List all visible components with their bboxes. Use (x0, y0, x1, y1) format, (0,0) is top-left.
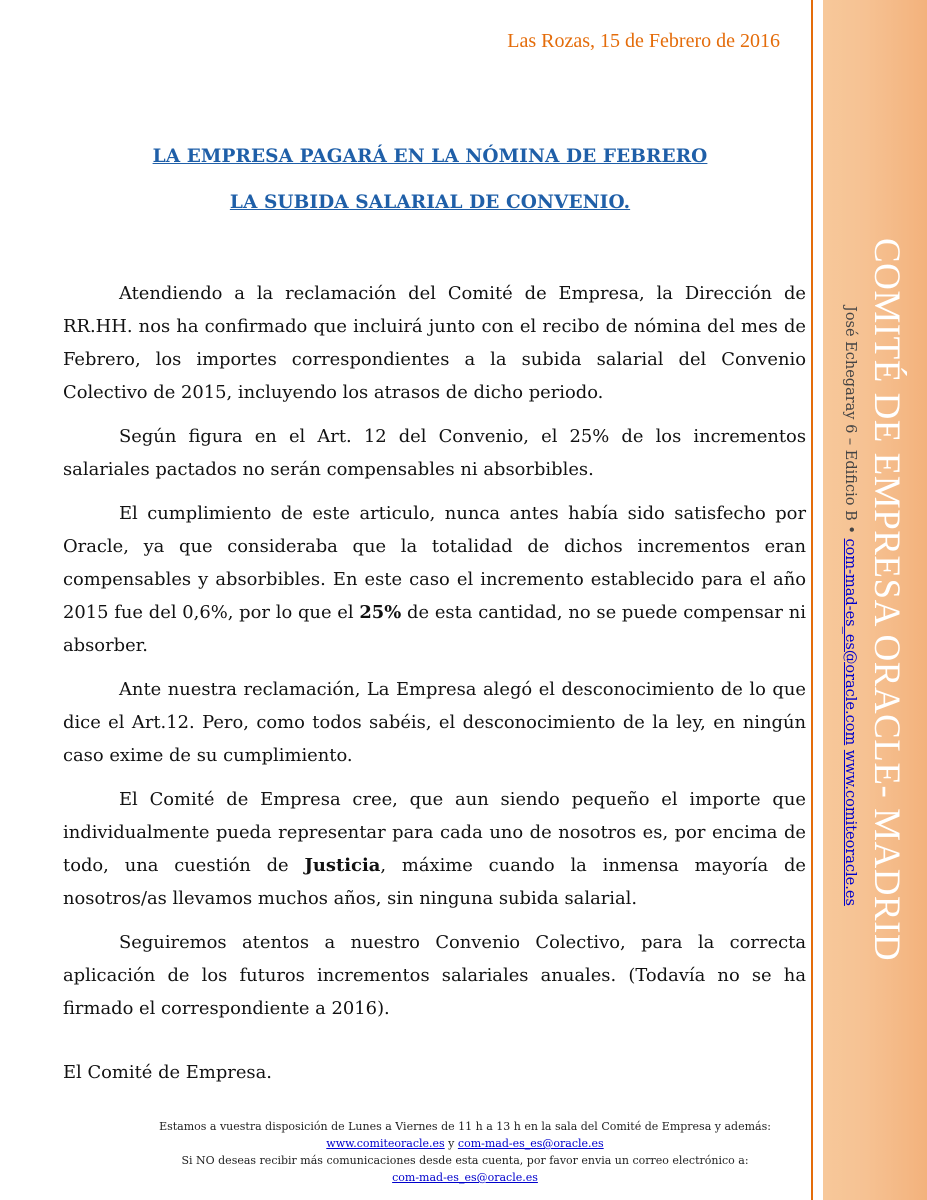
footer-unsubscribe-links (120, 1169, 810, 1186)
sidebar-email-link[interactable]: com-mad-es_es@oracle.com (842, 538, 858, 746)
unsubscribe-email-link[interactable]: com-mad-es_es@oracle.es (392, 1171, 538, 1184)
footer (120, 1118, 810, 1186)
paragraph-5 (63, 783, 806, 915)
sidebar-website-link[interactable]: www.comiteoracle.es (842, 749, 858, 906)
paragraph-6: Seguiremos atentos a nuestro Convenio Colectivo, para la correcta aplicación de los futuros incrementos salariales anuales. (Todavía no se ha firmado el correspondiente a 2016). (63, 932, 806, 1019)
sidebar-contact (842, 306, 858, 906)
justice-highlight: Justicia (304, 855, 381, 876)
website-link[interactable]: www.comiteoracle.es (326, 1137, 445, 1150)
paragraph-4: Ante nuestra reclamación, La Empresa alegó el desconocimiento de lo que dice el Art.12. Pero, como todos sabéis, el desconocimiento de la ley, en ningún caso exime de su cumplimiento. (63, 679, 806, 766)
paragraph-5-text-b: , máxime cuando la inmensa mayoría de nosotros/as llevamos muchos años, sin ninguna subida salarial. (63, 855, 806, 909)
paragraph-2: Según figura en el Art. 12 del Convenio, el 25% de los incrementos salariales pactados no serán compensables ni absorbibles. (63, 426, 806, 480)
paragraph-3-text-b: de esta cantidad, no se puede compensar ni absorber. (63, 602, 806, 656)
letter-body (63, 277, 806, 1036)
paragraph-3-text-a: El cumplimiento de este articulo, nunca antes había sido satisfecho por Oracle, ya que consideraba que la totalidad de dichos incrementos eran compensables y absorbibles. En este caso el incremento establecido para el año 2015 fue del 0,6%, por lo que el (63, 503, 806, 623)
paragraph-3 (63, 497, 806, 662)
footer-links (120, 1135, 810, 1152)
footer-conjunction: y (444, 1137, 458, 1150)
paragraph-5-text-a: El Comité de Empresa cree, que aun siendo pequeño el importe que individualmente pueda representar para cada uno de nosotros es, por encima de todo, una cuestión de (63, 789, 806, 876)
footer-availability: Estamos a vuestra disposición de Lunes a Viernes de 11 h a 13 h en la sala del Comité de Empresa y además: (159, 1120, 771, 1133)
percentage-highlight: 25% (359, 602, 402, 623)
headline-line-1: LA EMPRESA PAGARÁ EN LA NÓMINA DE FEBRERO (152, 146, 708, 167)
footer-unsubscribe-text: Si NO deseas recibir más comunicaciones desde esta cuenta, por favor envia un correo electrónico a: (181, 1154, 749, 1167)
paragraph-1: Atendiendo a la reclamación del Comité de Empresa, la Dirección de RR.HH. nos ha confirmado que incluirá junto con el recibo de nómina del mes de Febrero, los importes correspondientes a la subida salarial del Convenio Colectivo de 2015, incluyendo los atrasos de dicho periodo. (63, 283, 806, 403)
headline-line-2: LA SUBIDA SALARIAL DE CONVENIO. (229, 192, 631, 213)
sidebar-address: José Echegaray 6 – Edificio B • (842, 306, 858, 539)
sidebar-title: COMITÉ DE EMPRESA ORACLE- MADRID (866, 238, 907, 962)
document-date: Las Rozas, 15 de Febrero de 2016 (507, 30, 780, 52)
email-link[interactable]: com-mad-es_es@oracle.es (457, 1137, 604, 1150)
sidebar-divider (811, 0, 813, 1200)
signature: El Comité de Empresa. (63, 1062, 272, 1083)
